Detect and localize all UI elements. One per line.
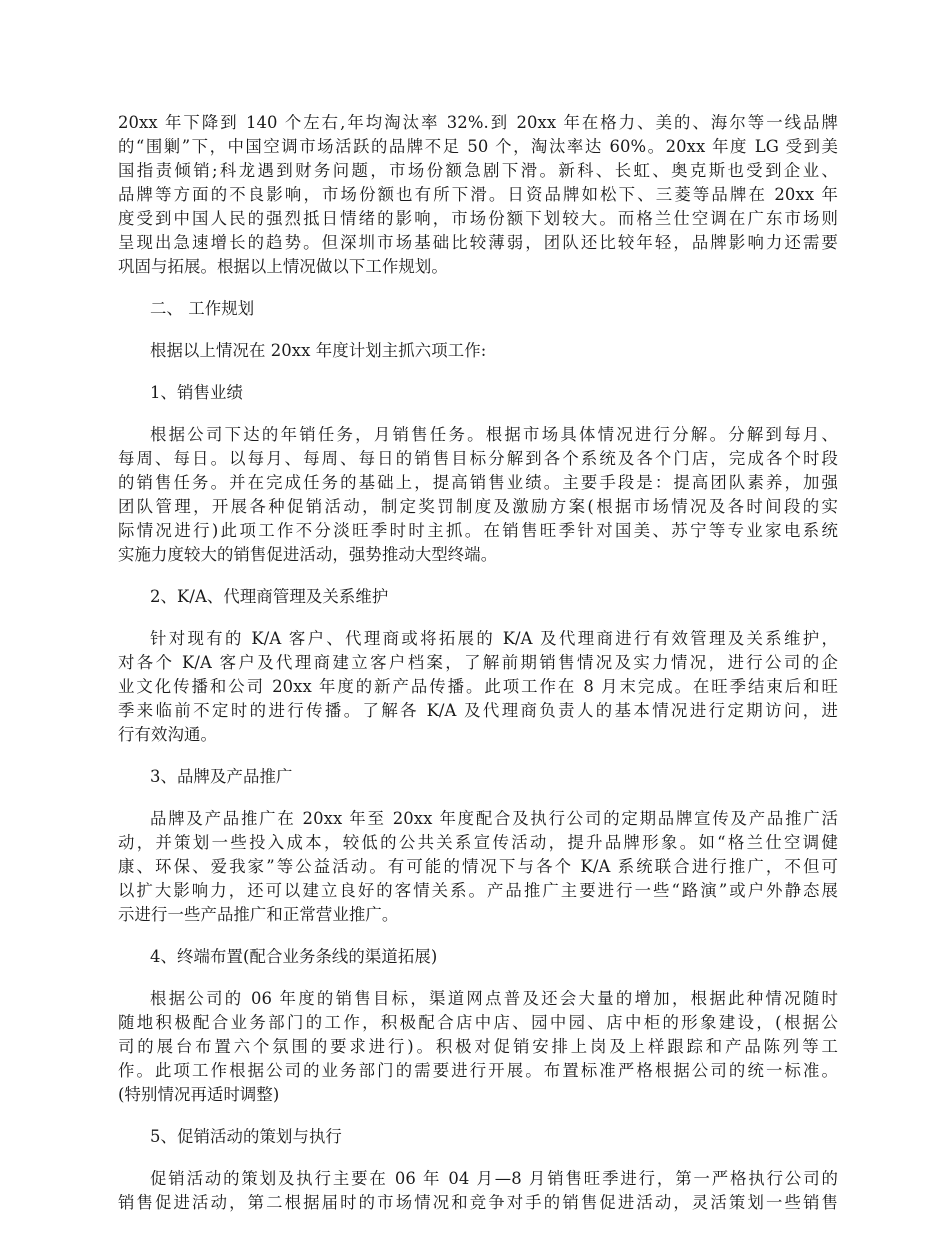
- item-paragraph-sales: [118, 423, 838, 567]
- section-intro: 根据以上情况在 20xx 年度计划主抓六项工作:: [150, 341, 487, 360]
- section-title: 二、 工作规划: [150, 299, 255, 318]
- text-line: 季来临前不定时的进行传播。了解各 K/A 及代理商负责人的基本情况进行定期访问，进: [118, 701, 838, 720]
- text-line: 促销活动的策划及执行主要在 06 年 04 月—8 月销售旺季进行，第一严格执行公司的: [150, 1169, 838, 1188]
- item-heading-terminal: 4、终端布置(配合业务条线的渠道拓展): [150, 947, 438, 966]
- text-line: (特别情况再适时调整): [118, 1085, 280, 1104]
- text-line: 根据公司下达的年销任务，月销售任务。根据市场具体情况进行分解。分解到每月、: [150, 425, 838, 444]
- text-line: 20xx 年下降到 140 个左右,年均淘汰率 32%.到 20xx 年在格力、美的、海尔等一线品牌: [118, 113, 838, 132]
- text-line: 针对现有的 K/A 客户、代理商或将拓展的 K/A 及代理商进行有效管理及关系维护，: [150, 629, 838, 648]
- item-paragraph-ka: [118, 627, 838, 747]
- item-heading-ka: 2、K/A、代理商管理及关系维护: [150, 587, 389, 606]
- item-heading-promotion: 5、促销活动的策划与执行: [150, 1127, 342, 1146]
- text-line: 作。此项工作根据公司的业务部门的需要进行开展。布置标准严格根据公司的统一标准。: [118, 1061, 838, 1080]
- text-line: 司的展台布置六个氛围的要求进行)。积极对促销安排上岗及上样跟踪和产品陈列等工: [118, 1037, 838, 1056]
- text-line: 巩固与拓展。根据以上情况做以下工作规划。: [118, 257, 448, 276]
- text-line: 的“围剿”下，中国空调市场活跃的品牌不足 50 个，淘汰率达 60%。20xx 年度 LG 受到美: [118, 137, 838, 156]
- item-heading-brand: 3、品牌及产品推广: [150, 767, 293, 786]
- item-paragraph-brand: [118, 807, 838, 927]
- text-line: 动，并策划一些投入成本，较低的公共关系宣传活动，提升品牌形象。如“格兰仕空调健: [118, 833, 838, 852]
- text-line: 随地积极配合业务部门的工作，积极配合店中店、园中园、店中柜的形象建设，(根据公: [118, 1013, 838, 1032]
- text-line: 际情况进行)此项工作不分淡旺季时时主抓。在销售旺季针对国美、苏宁等专业家电系统: [118, 521, 838, 540]
- text-line: 销售促进活动，第二根据届时的市场情况和竞争对手的销售促进活动，灵活策划一些销售: [118, 1193, 838, 1212]
- item-heading-sales: 1、销售业绩: [150, 383, 243, 402]
- text-line: 行有效沟通。: [118, 725, 217, 744]
- intro-paragraph: [118, 111, 838, 279]
- item-paragraph-promotion: [118, 1167, 838, 1215]
- text-line: 团队管理，开展各种促销活动，制定奖罚制度及激励方案(根据市场情况及各时间段的实: [118, 497, 838, 516]
- text-line: 品牌及产品推广在 20xx 年至 20xx 年度配合及执行公司的定期品牌宣传及产品推广活: [150, 809, 838, 828]
- text-line: 示进行一些产品推广和正常营业推广。: [118, 905, 399, 924]
- text-line: 每周、每日。以每月、每周、每日的销售目标分解到各个系统及各个门店，完成各个时段: [118, 449, 838, 468]
- text-line: 品牌等方面的不良影响，市场份额也有所下滑。日资品牌如松下、三菱等品牌在 20xx 年: [118, 185, 838, 204]
- text-line: 度受到中国人民的强烈抵日情绪的影响，市场份额下划较大。而格兰仕空调在广东市场则: [118, 209, 838, 228]
- text-line: 的销售任务。并在完成任务的基础上，提高销售业绩。主要手段是：提高团队素养，加强: [118, 473, 838, 492]
- text-line: 业文化传播和公司 20xx 年度的新产品传播。此项工作在 8 月末完成。在旺季结束后和旺: [118, 677, 838, 696]
- text-line: 以扩大影响力，还可以建立良好的客情关系。产品推广主要进行一些“路演”或户外静态展: [118, 881, 838, 900]
- text-line: 国指责倾销;科龙遇到财务问题，市场份额急剧下滑。新科、长虹、奥克斯也受到企业、: [118, 161, 838, 180]
- text-line: 实施力度较大的销售促进活动，强势推动大型终端。: [118, 545, 498, 564]
- text-line: 康、环保、爱我家”等公益活动。有可能的情况下与各个 K/A 系统联合进行推广，不但可: [118, 857, 838, 876]
- text-line: 呈现出急速增长的趋势。但深圳市场基础比较薄弱，团队还比较年轻，品牌影响力还需要: [118, 233, 838, 252]
- text-line: 对各个 K/A 客户及代理商建立客户档案，了解前期销售情况及实力情况，进行公司的企: [118, 653, 838, 672]
- text-line: 根据公司的 06 年度的销售目标，渠道网点普及还会大量的增加，根据此种情况随时: [150, 989, 838, 1008]
- document-body: [118, 111, 838, 1233]
- item-paragraph-terminal: [118, 987, 838, 1107]
